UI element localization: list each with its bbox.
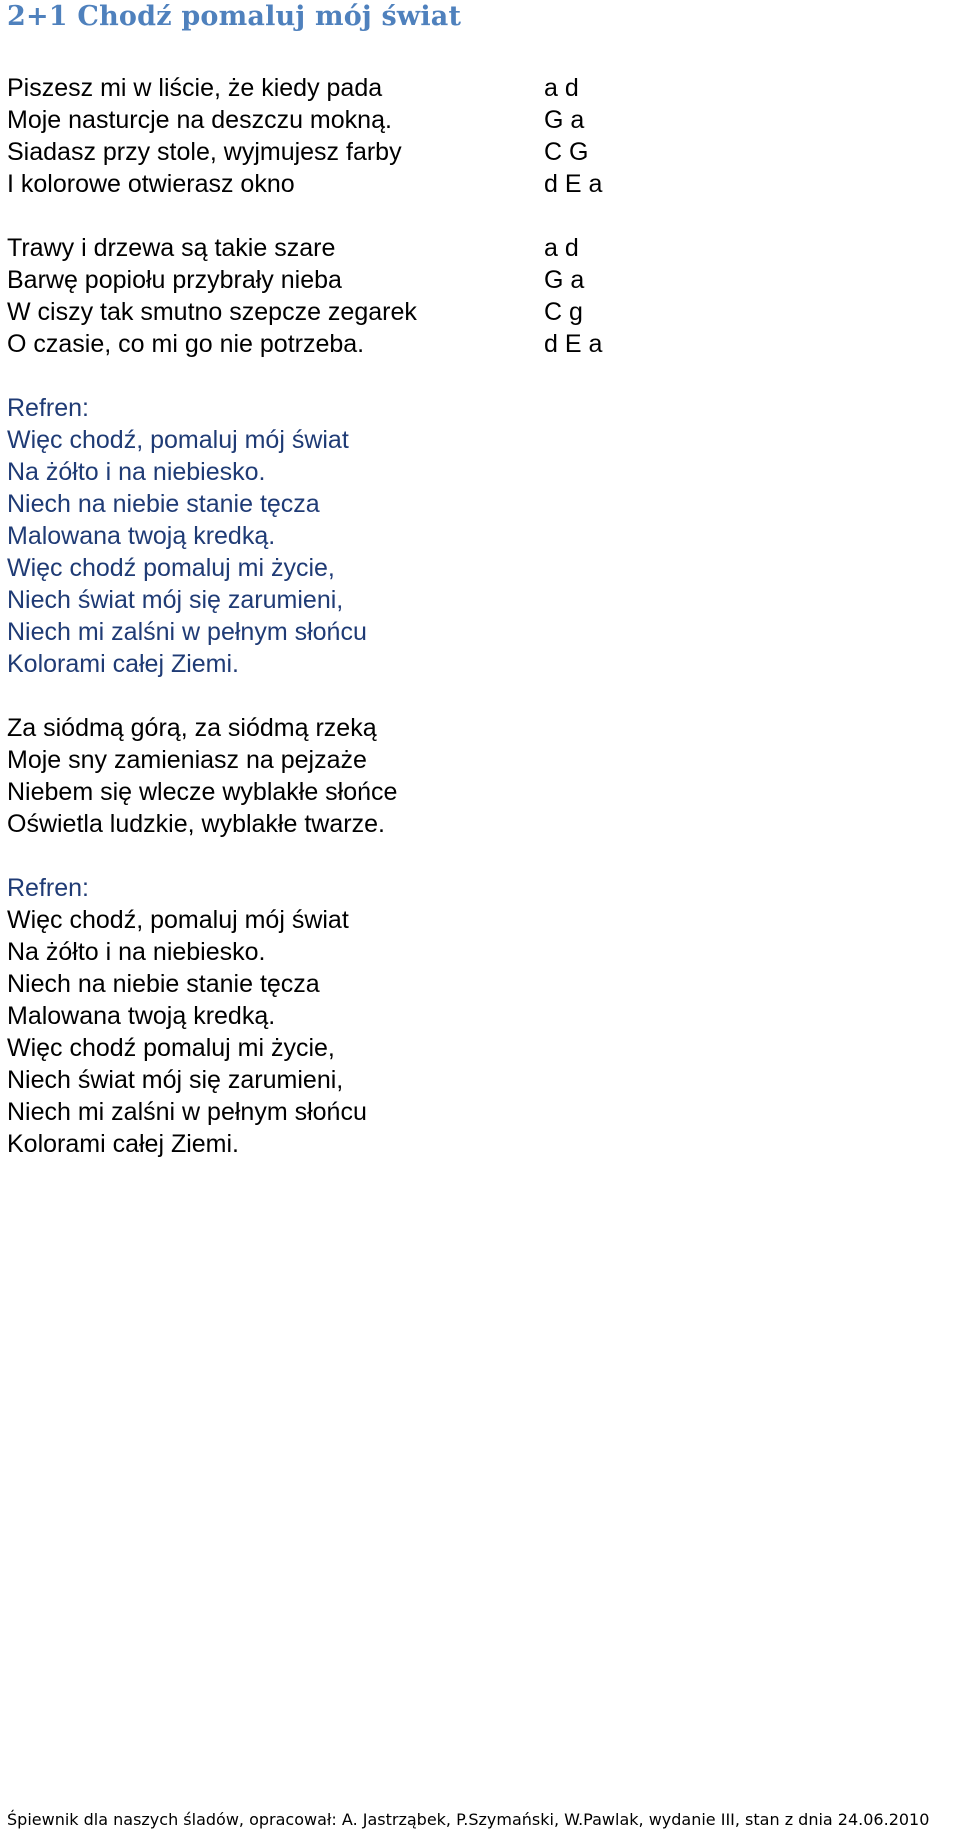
- refrain-line: Na żółto i na niebiesko.: [7, 938, 266, 966]
- verse-line: Niebem się wlecze wyblakłe słońce: [7, 778, 398, 806]
- chord-line: a d: [544, 74, 579, 102]
- chord-line: d E a: [544, 170, 603, 198]
- refrain-line: Niech mi zalśni w pełnym słońcu: [7, 1098, 367, 1126]
- refrain-label: Refren:: [7, 874, 89, 902]
- verse-line: I kolorowe otwierasz okno: [7, 170, 295, 198]
- page-footer: Śpiewnik dla naszych śladów, opracował: A. Jastrząbek, P.Szymański, W.Pawlak, wydanie III, stan z dnia 24.06.2010: [7, 1810, 930, 1829]
- chord-line: C g: [544, 298, 583, 326]
- refrain-line: Kolorami całej Ziemi.: [7, 1130, 240, 1158]
- chord-line: a d: [544, 234, 579, 262]
- chord-line: C G: [544, 138, 589, 166]
- refrain-line: Więc chodź pomaluj mi życie,: [7, 1034, 335, 1062]
- chord-line: G a: [544, 106, 585, 134]
- verse-line: Moje sny zamieniasz na pejzaże: [7, 746, 367, 774]
- verse-line: O czasie, co mi go nie potrzeba.: [7, 330, 365, 358]
- refrain-line: Niech świat mój się zarumieni,: [7, 586, 344, 614]
- chord-line: d E a: [544, 330, 603, 358]
- refrain-line: Na żółto i na niebiesko.: [7, 458, 266, 486]
- refrain-label: Refren:: [7, 394, 89, 422]
- refrain-line: Więc chodź pomaluj mi życie,: [7, 554, 335, 582]
- refrain-line: Kolorami całej Ziemi.: [7, 650, 240, 678]
- verse-line: Oświetla ludzkie, wyblakłe twarze.: [7, 810, 385, 838]
- verse-line: Moje nasturcje na deszczu mokną.: [7, 106, 392, 134]
- refrain-line: Więc chodź, pomaluj mój świat: [7, 906, 349, 934]
- verse-line: Piszesz mi w liście, że kiedy pada: [7, 74, 383, 102]
- refrain-line: Malowana twoją kredką.: [7, 522, 276, 550]
- chord-line: G a: [544, 266, 585, 294]
- refrain-line: Więc chodź, pomaluj mój świat: [7, 426, 349, 454]
- refrain-line: Niech mi zalśni w pełnym słońcu: [7, 618, 367, 646]
- verse-line: Barwę popiołu przybrały nieba: [7, 266, 342, 294]
- verse-line: Za siódmą górą, za siódmą rzeką: [7, 714, 377, 742]
- refrain-line: Niech na niebie stanie tęcza: [7, 490, 320, 518]
- song-title: 2+1 Chodź pomaluj mój świat: [7, 1, 462, 32]
- refrain-line: Malowana twoją kredką.: [7, 1002, 276, 1030]
- refrain-line: Niech świat mój się zarumieni,: [7, 1066, 344, 1094]
- refrain-line: Niech na niebie stanie tęcza: [7, 970, 320, 998]
- verse-line: W ciszy tak smutno szepcze zegarek: [7, 298, 417, 326]
- verse-line: Siadasz przy stole, wyjmujesz farby: [7, 138, 402, 166]
- verse-line: Trawy i drzewa są takie szare: [7, 234, 336, 262]
